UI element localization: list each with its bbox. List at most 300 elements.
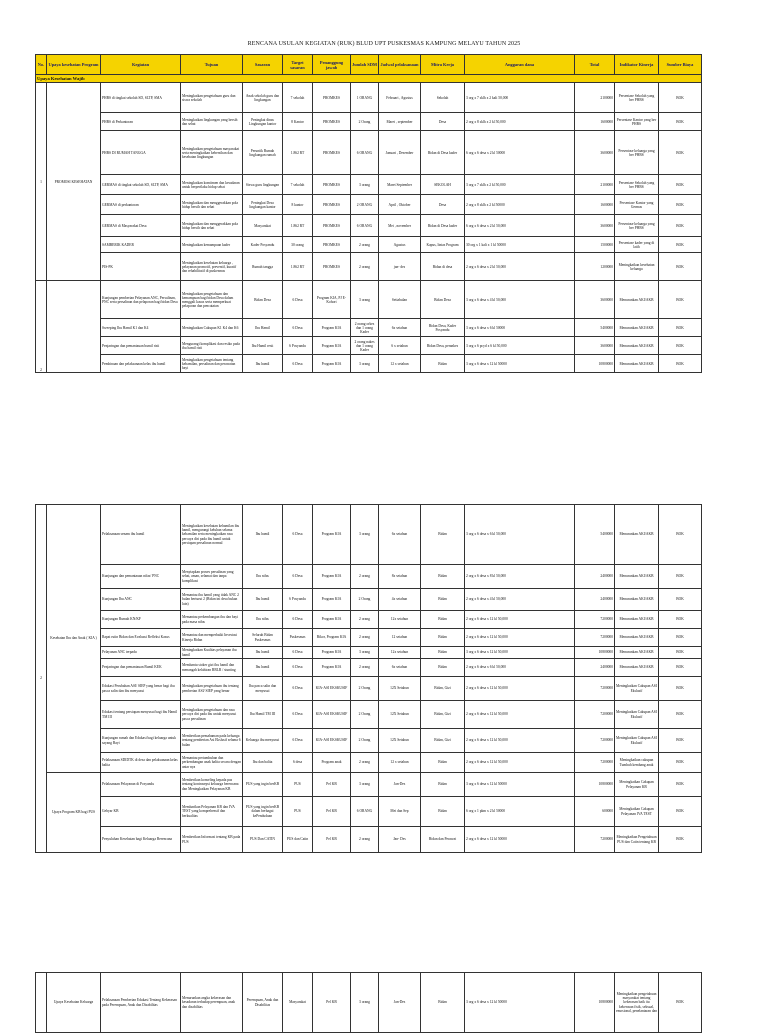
cell-total: 7200000 <box>575 827 615 853</box>
header-no: No. <box>36 55 47 75</box>
cell-total: 7200000 <box>575 629 615 647</box>
cell-indikator: Menurunkan AKI/AKB <box>615 589 659 611</box>
cell-anggaran: 6 org x 6 desa x 2 kl 50000 <box>465 131 575 175</box>
table-row <box>36 195 702 215</box>
cell-target: Masyarakat <box>283 973 313 1033</box>
cell-mitra: Bidan dan Perawat <box>421 827 465 853</box>
cell-sumber-biaya: BOK <box>659 659 702 677</box>
cell-jadwal: 4x setahun <box>379 589 421 611</box>
cell-target: 8 Kantor <box>283 113 313 131</box>
cell-sumber-biaya: BOK <box>659 611 702 629</box>
table-row <box>36 113 702 131</box>
table-row <box>36 337 702 355</box>
cell-penanggung-jawab: Program KIA <box>313 611 351 629</box>
cell-target: 6 Desa <box>283 565 313 589</box>
cell-penanggung-jawab: PROMKES <box>313 175 351 195</box>
cell-anggaran: 2 org x 6 desa x 12 kl 50,000 <box>465 701 575 729</box>
cell-sumber-biaya: BOK <box>659 647 702 659</box>
cell-mitra: Bidan Desa, Kader Posyandu <box>421 319 465 337</box>
cell-jumlah-sdm: 3 orang <box>351 281 379 319</box>
cell-penanggung-jawab: Program KIA <box>313 505 351 565</box>
cell-target: PUS <box>283 797 313 827</box>
cell-jadwal: 6 x setahun <box>379 337 421 355</box>
cell-sasaran: Ibu dan balita <box>243 753 283 773</box>
cell-sumber-biaya: BOK <box>659 773 702 797</box>
cell-mitra: Sekolah <box>421 83 465 113</box>
cell-tujuan: Meningkatkan lingkungan yang bersih dan sehat <box>181 113 243 131</box>
header-sdm: Jumlah SDM <box>351 55 379 75</box>
cell-anggaran: 2 org x 6 desa x 12 kl 50,000 <box>465 729 575 753</box>
cell-indikator: Meningkatkan cakupan Tumbuh kembang anak <box>615 753 659 773</box>
header-tujuan: Tujuan <box>181 55 243 75</box>
cell-jumlah-sdm: 2 orang <box>351 629 379 647</box>
cell-sasaran: PUS Dan CATIN <box>243 827 283 853</box>
cell-total: 7200000 <box>575 753 615 773</box>
cell-total: 2400000 <box>575 659 615 677</box>
cell-jadwal: 12X Setahun <box>379 677 421 701</box>
cell-penanggung-jawab: Program KIA <box>313 337 351 355</box>
table-row <box>36 83 702 113</box>
cell-sumber-biaya: BOK <box>659 973 702 1033</box>
table-row <box>36 753 702 773</box>
cell-target: 6 Posyandu <box>283 337 313 355</box>
cell-indikator: Meningkatkan Cakupan ASI Ekslusif <box>615 729 659 753</box>
cell-penanggung-jawab: Program KIA <box>313 565 351 589</box>
cell-anggaran: 2 org x 6 desa x 12 kl 50,000 <box>465 753 575 773</box>
cell-jumlah-sdm: 6 ORANG <box>351 797 379 827</box>
cell-indikator: Meningkatkan Cakupan ASI Ekslusif <box>615 701 659 729</box>
cell-total: 2400000 <box>575 589 615 611</box>
cell-sasaran: Masyarakat <box>243 215 283 237</box>
cell-tujuan: Meningkatkan dan menggerakkan pola hidup bersih dan sehat <box>181 215 243 237</box>
cell-sumber-biaya: BOK <box>659 827 702 853</box>
cell-jadwal: Mei , november <box>379 215 421 237</box>
cell-sasaran: PUS yang ingin berKB dalam berbagai kePenduduan <box>243 797 283 827</box>
cell-penanggung-jawab: Pel KB <box>313 773 351 797</box>
cell-tujuan: Meningkatkan Kualitas pelayanan ibu hamil <box>181 647 243 659</box>
cell-jumlah-sdm: 3 orang <box>351 773 379 797</box>
cell-sumber-biaya: BOK <box>659 753 702 773</box>
cell-kegiatan: Gebyar KB <box>101 797 181 827</box>
cell-sasaran: Seluruh Bidan Puskesmas <box>243 629 283 647</box>
cell-penanggung-jawab: Program KIA <box>313 319 351 337</box>
header-sumber: Sumber Biaya <box>659 55 702 75</box>
cell-jumlah-sdm: 2 orang <box>351 611 379 629</box>
cell-tujuan: Memberikan pemahaman pada keluarga tentang pemberian Asi Ekslusif selama 6 bulan <box>181 729 243 753</box>
cell-total: 3600000 <box>575 337 615 355</box>
cell-total: 600000 <box>575 797 615 827</box>
cell-penanggung-jawab: Program anak <box>313 753 351 773</box>
cell-kegiatan: SAMBERIK KADER <box>101 237 181 253</box>
cell-kegiatan: Kunjungan dan pemantauan nifas/ PNC <box>101 565 181 589</box>
header-program: Upaya kesehatan Program <box>47 55 101 75</box>
cell-target: 6 Posyandu <box>283 589 313 611</box>
cell-total: 3600000 <box>575 281 615 319</box>
cell-tujuan: Meningkatkan pengetahuan dan rasa percaya diri pada ibu untuk menyusui pasca persalinan <box>181 701 243 729</box>
cell-anggaran: 3 org x 6 desa x 12 kl 50,000 <box>465 647 575 659</box>
cell-total: 10800000 <box>575 973 615 1033</box>
cell-target: PUS <box>283 773 313 797</box>
header-row <box>36 55 702 75</box>
cell-sasaran: Ibu nifas <box>243 565 283 589</box>
cell-target: 6 Desa <box>283 355 313 373</box>
cell-target: 6 Desa <box>283 677 313 701</box>
cell-anggaran: 2 org x 6 desa x 6 kl 50,000 <box>465 659 575 677</box>
section-row <box>36 75 702 83</box>
cell-jadwal: 12 x setahun <box>379 753 421 773</box>
cell-target: 6 Desa <box>283 647 313 659</box>
cell-mitra: Bidan <box>421 629 465 647</box>
table-row <box>36 677 702 701</box>
cell-jumlah-sdm: 2 orang <box>351 565 379 589</box>
row-number: 2 <box>36 281 47 373</box>
row-number: 2 <box>36 505 47 853</box>
cell-jadwal: 6x setahun <box>379 505 421 565</box>
cell-anggaran: 6 org x 6 desa x 2 kl 50,000 <box>465 215 575 237</box>
cell-jumlah-sdm: 6 ORANG <box>351 131 379 175</box>
table-row <box>36 281 702 319</box>
cell-sasaran: Peningkat Desa lingkungan kantor <box>243 195 283 215</box>
cell-sasaran: Ibu Hamil <box>243 319 283 337</box>
table-row <box>36 589 702 611</box>
cell-target: 1.862 RT <box>283 131 313 175</box>
cell-jadwal: 8x setahun <box>379 565 421 589</box>
cell-tujuan: Memantau ibu hamil yang tidak ANC 2 bulan berturut 2 (Bidan ini desa bukan lain) <box>181 589 243 611</box>
cell-kegiatan: Pelaksanaan Pemberian Edukasi Tentang Kekerasan pada Perempuan, Anak dan Disabilitas <box>101 973 181 1033</box>
cell-total: 1600000 <box>575 113 615 131</box>
cell-penanggung-jawab: KIA-ASI EKSKUSIF <box>313 729 351 753</box>
cell-sasaran: Ibu Hamil TM III <box>243 701 283 729</box>
cell-indikator: Persentase kader yang di latih <box>615 237 659 253</box>
cell-kegiatan: PHBS di tingkat sekolah SD, SLTP, SMA <box>101 83 181 113</box>
cell-indikator: Menurunkan AKI/AKB <box>615 319 659 337</box>
cell-indikator: Menurunkan AKI/AKB <box>615 611 659 629</box>
cell-anggaran: 2 org x 6 desa x 4 kl 50,000 <box>465 589 575 611</box>
cell-jumlah-sdm: 1 ORANG <box>351 83 379 113</box>
cell-tujuan: Membarikan Pelayanan KB dan IVA TEST yang komprehensif dan berkualitas <box>181 797 243 827</box>
cell-tujuan: Memantau dan memperbaiki Investasi Kinerja Bidan <box>181 629 243 647</box>
cell-jadwal: Maret , september <box>379 113 421 131</box>
cell-indikator: Persentase Kantor yang Germas <box>615 195 659 215</box>
cell-penanggung-jawab: PROMKES <box>313 237 351 253</box>
cell-jumlah-sdm: 2 Orang <box>351 113 379 131</box>
cell-sasaran: Ibu hamil <box>243 505 283 565</box>
header-indikator: Indikator Kinerja <box>615 55 659 75</box>
table-row <box>36 611 702 629</box>
table-row <box>36 565 702 589</box>
cell-tujuan: Menurunkan angka kekerasan dan kesadaran terhadap perempuan, anak dan disabilitas <box>181 973 243 1033</box>
cell-sasaran: Anak sekolah guru dan lingkungan <box>243 83 283 113</box>
program-name: Upaya Program KB bagi PUS <box>47 773 101 853</box>
cell-anggaran: 3 org x 6 desa x 6 kl 50,000 <box>465 505 575 565</box>
header-pj: Penanggung jawab <box>313 55 351 75</box>
cell-sasaran: Ibu nifas <box>243 611 283 629</box>
cell-mitra: Bidan Desa <box>421 281 465 319</box>
cell-sasaran: Peningkat dinas Lingkungan kantor <box>243 113 283 131</box>
header-jadwal: Jadwal pelaksanaan <box>379 55 421 75</box>
cell-jumlah-sdm: 3 orang <box>351 647 379 659</box>
cell-total: 10800000 <box>575 647 615 659</box>
cell-jadwal: Agustus <box>379 237 421 253</box>
cell-total: 3600000 <box>575 131 615 175</box>
cell-mitra: Bidan <box>421 647 465 659</box>
cell-tujuan: Meningkatkan komitmen dan kesadaran untuk berperilaku hidup sehat <box>181 175 243 195</box>
header-mitra: Mitra Kerja <box>421 55 465 75</box>
cell-penanggung-jawab: Pel KB <box>313 973 351 1033</box>
cell-indikator: Menurunkan AKI/AKB <box>615 565 659 589</box>
cell-sumber-biaya: BOK <box>659 337 702 355</box>
cell-sasaran: Rumah tangga <box>243 253 283 281</box>
cell-anggaran: 2 org x 6 desa x 12 kl 50,000 <box>465 629 575 647</box>
cell-jumlah-sdm: 3 orang <box>351 355 379 373</box>
cell-indikator: Persentase keluarga yang ber PHBS <box>615 131 659 175</box>
cell-penanggung-jawab: PROMKES <box>313 113 351 131</box>
cell-sasaran: Ibu Hamil resti <box>243 337 283 355</box>
cell-mitra: Bidan <box>421 773 465 797</box>
cell-indikator: Meningkatkan pengetahuan masyarakat tentang kekerasan baik itu kekerasan fisik, seksual, emosional, penelantaran dan <box>615 973 659 1033</box>
cell-target: 6 Desa <box>283 611 313 629</box>
cell-anggaran: 3 org x 6 desa x 12 kl 50000 <box>465 773 575 797</box>
table-row <box>36 131 702 175</box>
cell-jumlah-sdm: 6 ORANG <box>351 215 379 237</box>
cell-sasaran: Ibu hamil <box>243 659 283 677</box>
cell-kegiatan: Pelaksanaan senam ibu hamil <box>101 505 181 565</box>
cell-penanggung-jawab: PROMKES <box>313 83 351 113</box>
cell-total: 7200000 <box>575 611 615 629</box>
cell-sasaran: Ibu hamil <box>243 589 283 611</box>
cell-target: Puskesmas <box>283 629 313 647</box>
cell-mitra: Bidan <box>421 659 465 677</box>
cell-tujuan: Memantau perkembangan ibu dan bayi pada masa nifas <box>181 611 243 629</box>
cell-mitra: Bidan di Desa kader <box>421 215 465 237</box>
cell-indikator: Persentase Sekolah yang ber PHBS <box>615 83 659 113</box>
cell-jumlah-sdm: 2 Orang <box>351 701 379 729</box>
cell-tujuan: Meningkatkan pengetahuan tentang kehamilan, persalinan dan perawatan bayi <box>181 355 243 373</box>
cell-jadwal: April , Oktober <box>379 195 421 215</box>
cell-sumber-biaya: BOK <box>659 355 702 373</box>
cell-sumber-biaya: BOK <box>659 83 702 113</box>
cell-total: 1600000 <box>575 195 615 215</box>
ruk-table-page-1 <box>35 54 702 373</box>
cell-target: 6 Desa <box>283 281 313 319</box>
cell-kegiatan: Sweeping Ibu Hamil K1 dan K4 <box>101 319 181 337</box>
cell-sumber-biaya: BOK <box>659 319 702 337</box>
cell-mitra: Bidan <box>421 611 465 629</box>
cell-sumber-biaya: BOK <box>659 195 702 215</box>
cell-anggaran: 2 org x 6 desa x 12 kl 50,000 <box>465 677 575 701</box>
cell-anggaran: 3 org x 7 sklh x 2 kali 50,000 <box>465 83 575 113</box>
cell-indikator: Menurunkan AKI/AKB <box>615 505 659 565</box>
cell-tujuan: Meningkatkan pengetahuan masyarakat serta meningkatkan kebersihan dan kesehatan lingkungan <box>181 131 243 175</box>
cell-total: 10800000 <box>575 773 615 797</box>
cell-kegiatan: Rapat rutin Bidan dan Evaluasi Refleksi Kasus <box>101 629 181 647</box>
cell-jumlah-sdm: 2 orang <box>351 253 379 281</box>
header-anggaran: Anggaran dana <box>465 55 575 75</box>
cell-penanggung-jawab: Program KIA <box>313 647 351 659</box>
cell-indikator: Meningkatkan Cakupan ASI Ekslusif <box>615 677 659 701</box>
cell-anggaran: 3 org x 6 desa x 4 kl 50,000 <box>465 281 575 319</box>
cell-total: 7200000 <box>575 677 615 701</box>
cell-anggaran: 30 org x 1 kali x 1 kl 50000 <box>465 237 575 253</box>
cell-total: 3600000 <box>575 215 615 237</box>
ruk-table-page-2 <box>35 504 702 853</box>
cell-jadwal: 12 x setahun <box>379 355 421 373</box>
cell-penanggung-jawab: Pel KB <box>313 797 351 827</box>
cell-penanggung-jawab: KIA-ASI EKSKUSIF <box>313 701 351 729</box>
cell-mitra: Bidan <box>421 565 465 589</box>
program-name: PROMOSI KESEHATAN <box>47 83 101 281</box>
cell-indikator: Meningkatkan Cakupan Pelayanan IVA TEST <box>615 797 659 827</box>
cell-anggaran: 3 org x 6 pcyd x 6 kl 50,000 <box>465 337 575 355</box>
cell-kegiatan: GERMAS di Masyarakat Desa <box>101 215 181 237</box>
table-row <box>36 797 702 827</box>
cell-jadwal: 6x setahun <box>379 319 421 337</box>
cell-jumlah-sdm: 3 orang <box>351 175 379 195</box>
cell-total: 5400000 <box>575 505 615 565</box>
cell-mitra: Bidan <box>421 753 465 773</box>
cell-sasaran: Peruntik Rumah lingkungan rumah <box>243 131 283 175</box>
cell-jumlah-sdm: 2 orang nakes dan 1 orang Kader <box>351 337 379 355</box>
cell-mitra: Bidan <box>421 973 465 1033</box>
cell-sasaran: Kader Posyandu <box>243 237 283 253</box>
cell-indikator: Meningkatkan Cakupan Pelayanan KB <box>615 773 659 797</box>
cell-target: 8 kantor <box>283 195 313 215</box>
cell-jumlah-sdm: 2 orang <box>351 827 379 853</box>
cell-anggaran: 6 org x 1 pkm x 2 kl 50000 <box>465 797 575 827</box>
cell-mitra: Bidan di desa <box>421 253 465 281</box>
cell-kegiatan: Kunjungan rumah dan Edukasi bagi keluarga untuk sayang Bayi <box>101 729 181 753</box>
cell-mitra: Bidan, Gizi <box>421 729 465 753</box>
cell-anggaran: 2 org x 6 desa x 8 kl 50,000 <box>465 565 575 589</box>
cell-kegiatan: Kunjungan Ibu ANC <box>101 589 181 611</box>
cell-penanggung-jawab: Program KIA <box>313 589 351 611</box>
cell-penanggung-jawab: PROMKES <box>313 215 351 237</box>
cell-tujuan: Meningkatkan dan menggerakkan pola hidup bersih dan sehat <box>181 195 243 215</box>
cell-jadwal: jan- des <box>379 253 421 281</box>
cell-target: 6 Desa <box>283 701 313 729</box>
cell-penanggung-jawab: PROMKES <box>313 131 351 175</box>
cell-indikator: Meningkatkan Pengetahuan PUS dan Catin tentang KB <box>615 827 659 853</box>
cell-jumlah-sdm: 2 orang <box>351 659 379 677</box>
cell-anggaran: 3 org x 6 desa x 12 kl 50000 <box>465 355 575 373</box>
cell-indikator: Persentase keluarga yang ber PHBS <box>615 215 659 237</box>
cell-kegiatan: PHBS DI RUMAH TANGGA <box>101 131 181 175</box>
table-row <box>36 701 702 729</box>
cell-total: 10800000 <box>575 355 615 373</box>
cell-total: 2400000 <box>575 565 615 589</box>
cell-tujuan: Memberikan Informasi tentang KB pada PUS <box>181 827 243 853</box>
cell-mitra: SEKOLAH <box>421 175 465 195</box>
cell-jadwal: Januari , Desember <box>379 131 421 175</box>
cell-kegiatan: Edukasi Perubahan ASI/ SIEP yang benar bagi ibu pasca salin dan ibu menyusui <box>101 677 181 701</box>
cell-mitra: Bidan <box>421 355 465 373</box>
cell-kegiatan: Kunjungan pemberian Pelayanan ANC, Persalinan, PNC serta persalinan dan pelaporan bagi bidan Desa <box>101 281 181 319</box>
cell-kegiatan: Pelaksanaan Pelayanan di Posyandu <box>101 773 181 797</box>
cell-anggaran: 2 org x 6 desa x 2 kl 50,000 <box>465 253 575 281</box>
cell-mitra: Desa <box>421 113 465 131</box>
cell-tujuan: Meningkatkan pengetahuan dan kemampuan bagi bidan Desa dalam menggali kasus serta memperkuat pelaporan dan pencatatan <box>181 281 243 319</box>
cell-penanggung-jawab: Bikor, Program KIA <box>313 629 351 647</box>
cell-sumber-biaya: BOK <box>659 589 702 611</box>
cell-mitra: Bidan, Gizi <box>421 677 465 701</box>
cell-anggaran: 2 org x 6 desa x 12 kl 50,000 <box>465 611 575 629</box>
cell-sasaran: Bidan Desa <box>243 281 283 319</box>
header-kegiatan: Kegiatan <box>101 55 181 75</box>
table-row <box>36 175 702 195</box>
program-name: Kesehatan Ibu dan Anak ( KIA ) <box>47 505 101 773</box>
cell-sumber-biaya: BOK <box>659 701 702 729</box>
table-row <box>36 319 702 337</box>
cell-penanggung-jawab: Program KIA, PJ E-Kohort <box>313 281 351 319</box>
cell-sasaran: Ibu hamil <box>243 647 283 659</box>
cell-kegiatan: Pelayanan ANC terpadu <box>101 647 181 659</box>
cell-jumlah-sdm: 2 Orang <box>351 729 379 753</box>
header-target: Target sasaran <box>283 55 313 75</box>
cell-jadwal: Maret September <box>379 175 421 195</box>
cell-sumber-biaya: BOK <box>659 677 702 701</box>
cell-kegiatan: PHBS di Perkantoran <box>101 113 181 131</box>
cell-total: 7200000 <box>575 729 615 753</box>
cell-target: 7 sekolah <box>283 175 313 195</box>
table-row <box>36 729 702 753</box>
cell-sumber-biaya: BOK <box>659 175 702 195</box>
cell-jumlah-sdm: 2 orang orkes dan 1 orang Kader <box>351 319 379 337</box>
header-sasaran: Sasaran <box>243 55 283 75</box>
cell-anggaran: 2 org x 8 sklh x 2 kl 50000 <box>465 195 575 215</box>
cell-penanggung-jawab: PROMKES <box>313 195 351 215</box>
cell-indikator: Menurunkan AKI/AKB <box>615 281 659 319</box>
cell-indikator: Menurunkan AKI/AKB <box>615 659 659 677</box>
cell-sumber-biaya: BOK <box>659 565 702 589</box>
cell-jadwal: Setiabulan <box>379 281 421 319</box>
cell-mitra: Kapus, lintas Program <box>421 237 465 253</box>
cell-total: 1500000 <box>575 237 615 253</box>
cell-anggaran: 3 org x 6 desa x 12 kl 50000 <box>465 973 575 1033</box>
cell-total: 1200000 <box>575 253 615 281</box>
cell-sumber-biaya: BOK <box>659 281 702 319</box>
cell-tujuan: Mengurangi komplikasi dan resiko pada ibu hamil risti <box>181 337 243 355</box>
cell-kegiatan: Edukasi tentang persiapan menyusui bagi ibu Hamil TM III <box>101 701 181 729</box>
cell-target: 6 Desa <box>283 319 313 337</box>
cell-indikator: Menurunkan AKI/AKB <box>615 629 659 647</box>
cell-kegiatan: Penjaringan dan pemantauan bumil risti <box>101 337 181 355</box>
cell-kegiatan: Kunjungan Rumah KN/KF <box>101 611 181 629</box>
cell-penanggung-jawab: Pel KB <box>313 827 351 853</box>
cell-tujuan: Meningkatkan kemampuan kader <box>181 237 243 253</box>
cell-jadwal: Mei dan Sep <box>379 797 421 827</box>
cell-total: 2100000 <box>575 175 615 195</box>
cell-jumlah-sdm: 3 orang <box>351 505 379 565</box>
cell-penanggung-jawab: PROMKES <box>313 253 351 281</box>
cell-jumlah-sdm: 3 orang <box>351 973 379 1033</box>
cell-jadwal: 6x setahun <box>379 659 421 677</box>
cell-jumlah-sdm: 2 orang <box>351 753 379 773</box>
cell-tujuan: Memberikan konseling kepada pus tentang kontrasepsi keluarga berencana dan Meningkatkan Pelayanan KB <box>181 773 243 797</box>
cell-mitra: Desa <box>421 195 465 215</box>
cell-jumlah-sdm: 2 ORANG <box>351 195 379 215</box>
cell-jadwal: Jan- Des <box>379 827 421 853</box>
cell-tujuan: Meningkatkan kesehatan keluarga , pelayanan promotif, preventif, kuratif dan rehabilitatif di puskesmas <box>181 253 243 281</box>
cell-anggaran: 3 org x 6 desa x 6 kl 50000 <box>465 319 575 337</box>
document-title: RENCANA USULAN KEGIATAN (RUK) BLUD UPT PUSKESMAS KAMPUNG MELAYU TAHUN 2025 <box>247 41 521 47</box>
cell-tujuan: Membantu stoker gizi ibu hamil dan menangah kelahiran BBLR / stunting <box>181 659 243 677</box>
cell-sumber-biaya: BOK <box>659 237 702 253</box>
cell-anggaran: 2 org x 6 desa x 12 kl 50000 <box>465 827 575 853</box>
cell-anggaran: 2 org x 8 sklh x 2 kl 50,000 <box>465 113 575 131</box>
cell-mitra: Bidan <box>421 505 465 565</box>
cell-tujuan: Meningkatkan kesehatan kehamilan ibu hamil, mengurangi keluhan selama kehamilan serta meningkatkan rasa percaya diri pada ibu hamil untuk persiapan persalinan normal <box>181 505 243 565</box>
cell-sasaran: Keluarga ibu menyusui <box>243 729 283 753</box>
